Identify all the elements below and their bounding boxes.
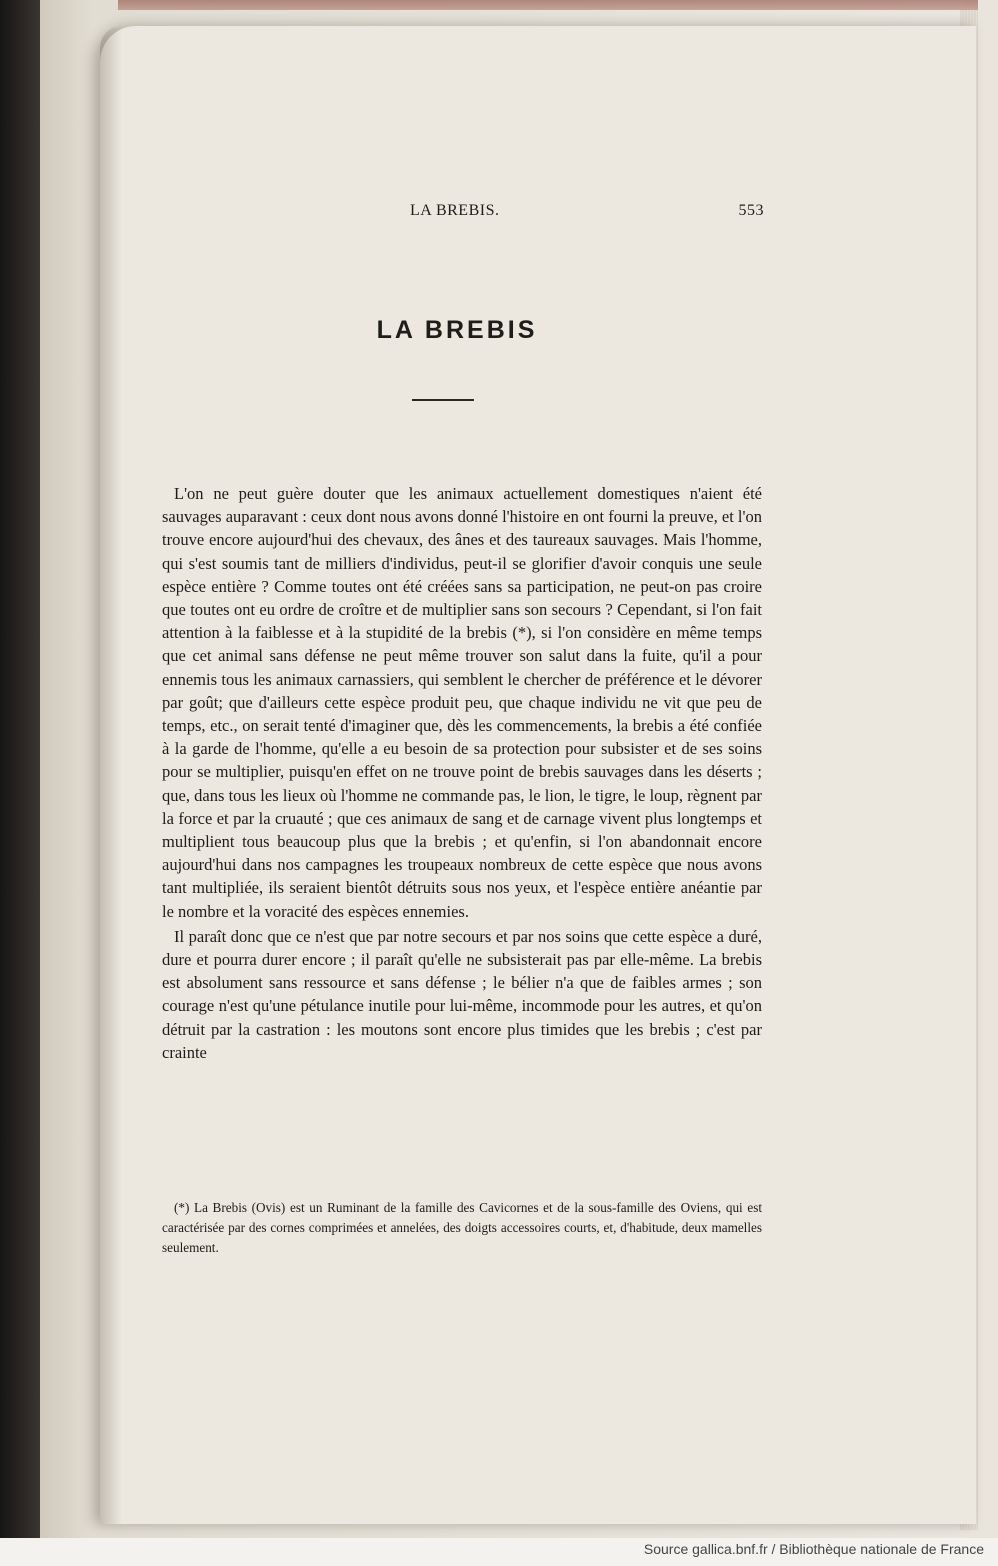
page-number: 553 <box>738 202 764 219</box>
book-spine <box>0 0 40 1538</box>
source-credit: Source gallica.bnf.fr / Bibliothèque nationale de France <box>643 1541 984 1557</box>
gutter-shadow <box>100 26 122 1524</box>
running-head-title: LA BREBIS. <box>410 202 500 219</box>
page-edge-red <box>118 0 978 10</box>
title-rule <box>412 399 474 401</box>
paragraph: Il paraît donc que ce n'est que par notre secours et par nos soins que cette espèce a duré, dure et pourra durer encore ; il paraît qu'elle ne subsisterait pas par elle-même. La brebis est absolument sans ressource et sans défense ; le bélier n'a que de faibles armes ; son courage n'est qu'une pétulance inutile pour lui-même, incommode pour les autres, et qu'on détruit par la castration : les moutons sont encore plus timides que les brebis ; c'est par crainte <box>162 926 762 1062</box>
paragraph: L'on ne peut guère douter que les animaux actuellement domestiques n'aient été sauvages auparavant : ceux dont nous avons donné l'histoire en ont fourni la preuve, et l'on trouve encore aujourd'hui des chevaux, des ânes et des taureaux sauvages. Mais l'homme, qui s'est soumis tant de milliers d'individus, peut-il se glorifier d'avoir conquis une seule espèce entière ? Comme toutes ont été créées sans sa participation, ne peut-on pas croire que toutes ont eu ordre de croître et de multiplier sans son secours ? Cependant, si l'on fait attention à la faiblesse et à la stupidité de la brebis (*), si l'on considère en même temps que cet animal sans défense ne peut même trouver son salut dans la fuite, qu'il a pour ennemis tous les animaux carnassiers, qui semblent le chercher de préférence et le dévorer par goût; que d'ailleurs cette espèce produit peu, que chaque individu ne vit que peu de temps, etc., on serait tenté d'imaginer que, dès les commencements, la brebis a été confiée à la garde de l'homme, qu'elle a eu besoin de sa protection pour subsister et de ses soins pour se multiplier, puisqu'en effet on ne trouve point de brebis sauvages dans les déserts ; que, dans tous les lieux où l'homme ne commande pas, le lion, le tigre, le loup, règnent par la force et par la cruauté ; que ces animaux de sang et de carnage vivent plus longtemps et multiplient tous beaucoup plus que la brebis ; et qu'enfin, si l'on abandonnait encore aujourd'hui dans nos campagnes les troupeaux nombreux de cette espèce que nous avons tant multipliée, ils seraient bientôt détruits sous nos yeux, et l'espèce entière anéantie par le nombre et la voracité des espèces ennemies. <box>162 484 762 921</box>
footnote <box>162 1198 762 1258</box>
footnote-text: (*) La Brebis (Ovis) est un Ruminant de la famille des Cavicornes et de la sous-famille des Oviens, qui est caractérisée par des cornes comprimées et annelées, des doigts accessoires courts, et, d'habitude, deux mamelles seulement. <box>162 1200 762 1255</box>
body-text <box>162 482 762 1064</box>
running-head <box>150 200 764 224</box>
chapter-title: LA BREBIS <box>376 316 538 344</box>
